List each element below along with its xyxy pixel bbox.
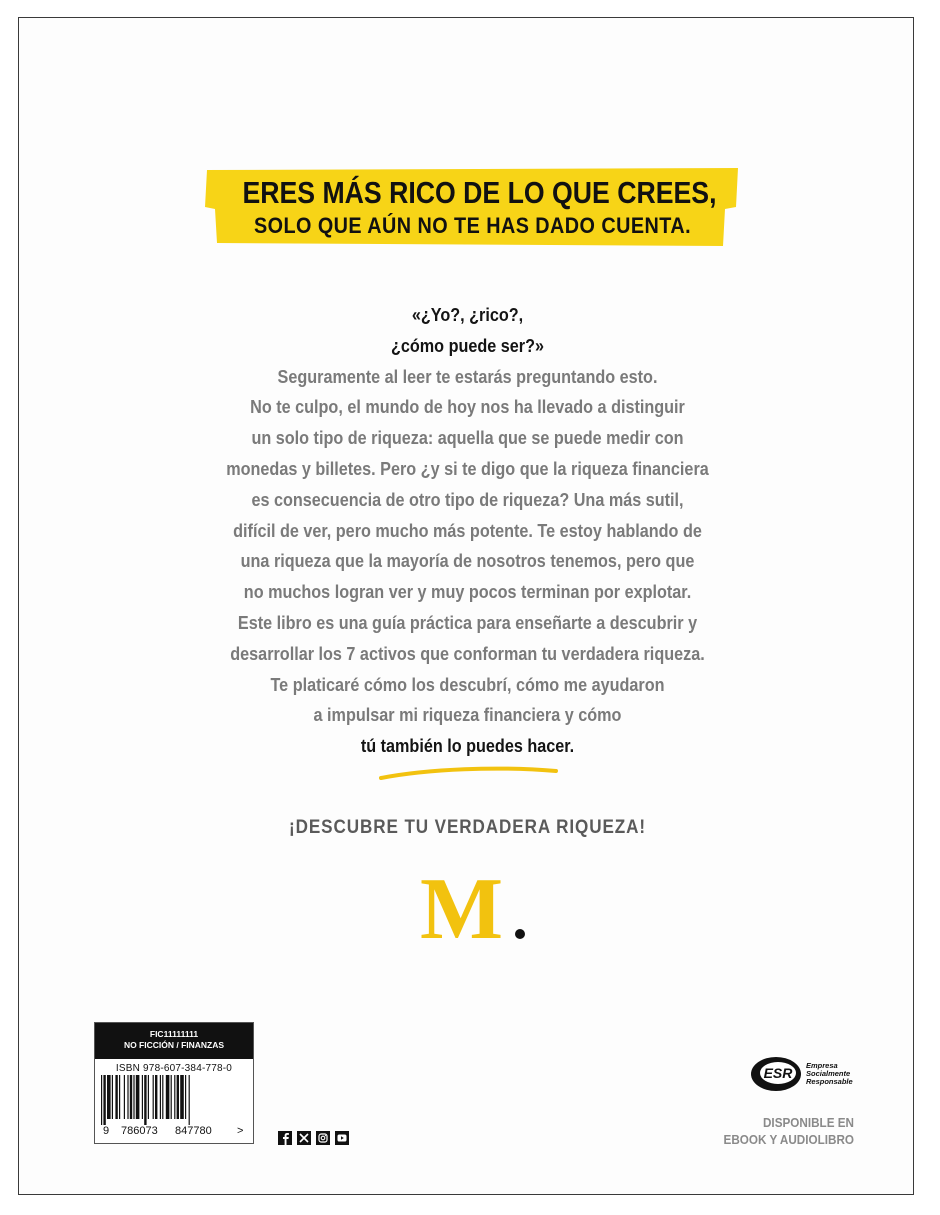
barcode-bar — [148, 1075, 149, 1119]
headline-line-2: SOLO QUE AÚN NO TE HAS DADO CUENTA. — [253, 213, 692, 238]
synopsis-line: Seguramente al leer te estarás preguntando esto. — [277, 366, 658, 387]
publisher-logo-letter: M — [420, 861, 504, 958]
publisher-m-logo — [420, 861, 530, 958]
barcode-bar — [153, 1075, 154, 1119]
barcode-bar — [127, 1075, 128, 1119]
social-icons — [277, 1131, 350, 1145]
barcode-bar — [171, 1075, 172, 1119]
barcode-bar — [107, 1075, 111, 1119]
barcode-bar — [174, 1075, 175, 1119]
instagram-icon[interactable] — [315, 1131, 331, 1145]
synopsis-line: es consecuencia de otro tipo de riqueza? Una más sutil, — [251, 489, 684, 510]
barcode-digit-group-1: 786073 — [121, 1125, 158, 1137]
barcode-bar — [177, 1075, 179, 1119]
yellow-brush-underline — [378, 763, 560, 783]
barcode-digit-first: 9 — [103, 1125, 110, 1137]
barcode-bar — [124, 1075, 125, 1119]
barcode-bar — [142, 1075, 143, 1119]
barcode-bar — [112, 1075, 113, 1119]
synopsis-line: Te platicaré cómo los descubrí, cómo me ayudaron — [270, 674, 665, 695]
synopsis-line: No te culpo, el mundo de hoy nos ha llevado a distinguir — [250, 397, 685, 418]
barcode-bar — [160, 1075, 161, 1119]
synopsis-line: monedas y billetes. Pero ¿y si te digo que la riqueza financiera — [226, 458, 709, 479]
availability-line-2: EBOOK Y AUDIOLIBRO — [723, 1132, 854, 1147]
synopsis-line: difícil de ver, pero mucho más potente. Te estoy hablando de — [233, 520, 702, 541]
barcode-bar — [103, 1075, 105, 1125]
barcode-bar — [119, 1075, 120, 1119]
barcode-bar — [130, 1075, 132, 1119]
synopsis-line: ¿cómo puede ser?» — [390, 335, 545, 356]
barcode-bar — [144, 1075, 146, 1125]
esr-line-2: Socialmente — [806, 1069, 851, 1078]
synopsis-line: no muchos logran ver y muy pocos terminan por explotar. — [243, 582, 692, 603]
barcode-bar — [185, 1075, 186, 1119]
book-category: NO FICCIÓN / FINANZAS — [123, 1040, 225, 1050]
esr-caption — [806, 1062, 853, 1086]
barcode-box — [94, 1022, 254, 1144]
barcode-bar — [155, 1075, 157, 1119]
product-code: FIC11111111 — [149, 1029, 199, 1039]
synopsis-line: a impulsar mi riqueza financiera y cómo — [313, 705, 622, 726]
barcode-bar — [162, 1075, 163, 1119]
barcode-bar — [180, 1075, 184, 1119]
youtube-icon[interactable] — [334, 1131, 350, 1145]
barcode-bar — [133, 1075, 134, 1119]
barcode-header — [95, 1023, 253, 1059]
availability-note — [715, 1114, 854, 1148]
barcode-bar — [136, 1075, 140, 1119]
esr-logo — [750, 1054, 860, 1094]
esr-line-1: Empresa — [806, 1061, 838, 1070]
esr-badge-icon — [750, 1054, 804, 1094]
synopsis-line: desarrollar los 7 activos que conforman tu verdadera riqueza. — [230, 643, 705, 664]
synopsis-line: «¿Yo?, ¿rico?, — [411, 305, 524, 325]
headline-line-1: ERES MÁS RICO DE LO QUE CREES, — [242, 175, 717, 210]
barcode-digit-end: > — [237, 1125, 244, 1137]
facebook-icon[interactable] — [277, 1131, 293, 1145]
synopsis-line: un solo tipo de riqueza: aquella que se puede medir con — [251, 428, 684, 449]
synopsis — [160, 300, 775, 762]
synopsis-line: Este libro es una guía práctica para enseñarte a descubrir y — [237, 612, 698, 633]
x-icon[interactable] — [296, 1131, 312, 1145]
publisher-logo-dot — [515, 929, 525, 939]
synopsis-line-final: tú también lo puedes hacer. — [360, 736, 575, 757]
barcode-bar — [166, 1075, 170, 1119]
availability-line-1: DISPONIBLE EN — [762, 1115, 854, 1130]
barcode-bars — [101, 1075, 233, 1125]
barcode-bar — [189, 1075, 190, 1125]
call-to-action: ¡DESCUBRE TU VERDADERA RIQUEZA! — [289, 817, 646, 838]
barcode-bar — [101, 1075, 102, 1125]
isbn-label: ISBN 978-607-384-778-0 — [115, 1063, 233, 1074]
synopsis-line: una riqueza que la mayoría de nosotros tenemos, pero que — [240, 551, 695, 572]
esr-line-3: Responsable — [806, 1077, 853, 1086]
barcode-bar — [115, 1075, 117, 1119]
barcode-digit-group-2: 847780 — [175, 1125, 212, 1137]
headline — [205, 167, 740, 249]
esr-badge-text: ESR — [763, 1065, 793, 1081]
